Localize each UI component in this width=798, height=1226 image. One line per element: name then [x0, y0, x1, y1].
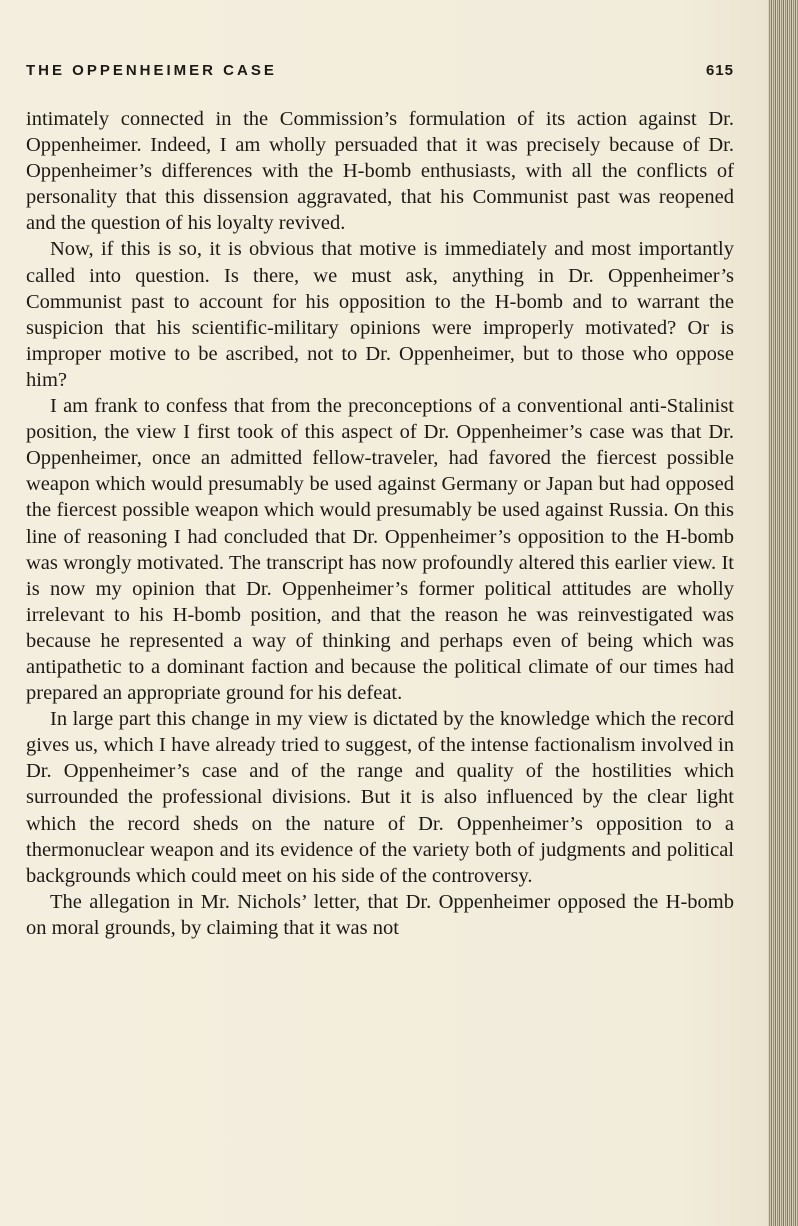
paragraph-4: In large part this change in my view is dictated by the knowledge which the record gives us, which I have already tried to suggest, of the intense factionalism involved in Dr. Oppenheimer’s case and of the range and quality of the hostilities which surrounded the professional divisions. But it is also influenced by the clear light which the record sheds on the nature of Dr. Oppenheimer’s opposition to a thermonuclear weapon and its evidence of the variety both of judgments and political backgrounds which could meet on his side of the controversy. — [26, 708, 734, 887]
page-edge-spine — [768, 0, 798, 1226]
paragraph-2: Now, if this is so, it is obvious that motive is immediately and most importantly called into question. Is there, we must ask, anything in Dr. Oppenheimer’s Communist past to account for his opposition to the H-bomb and to warrant the suspicion that his scientific-military opinions were improperly motivated? Or is improper motive to be ascribed, not to Dr. Oppenheimer, but to those who oppose him? — [26, 238, 734, 391]
paragraph-3: I am frank to confess that from the preconceptions of a conventional anti-Stalinist position, the view I first took of this aspect of Dr. Oppenheimer’s case was that Dr. Oppenheimer, once an admitted fellow-traveler, had favored the fiercest possible weapon which would presumably be used against Germany or Japan but had opposed the fiercest possible weapon which would presumably be used against Russia. On this line of reasoning I had concluded that Dr. Oppenheimer’s opposition to the H-bomb was wrongly motivated. The transcript has now profoundly altered this earlier view. It is now my opinion that Dr. Oppenheimer’s former political attitudes are wholly irrelevant to his H-bomb position, and that the reason he was reinvestigated was because he represented a way of thinking and perhaps even of being which was antipathetic to a dominant faction and because the political climate of our times had prepared an appropriate ground for his defeat. — [26, 395, 734, 705]
running-head — [26, 62, 734, 84]
paragraph-5: The allegation in Mr. Nichols’ letter, that Dr. Oppenheimer opposed the H-bomb on moral grounds, by claiming that it was not — [26, 890, 734, 939]
body-text — [26, 106, 734, 941]
page-number: 615 — [705, 62, 734, 79]
running-title: THE OPPENHEIMER CASE — [26, 62, 277, 79]
paragraph-1: intimately connected in the Commission’s formulation of its action against Dr. Oppenheimer. Indeed, I am wholly persuaded that it was precisely because of Dr. Oppenheimer’s differences with the H-bomb enthusiasts, with all the conflicts of personality that this dissension aggravated, that his Communist past was reopened and the question of his loyalty revived. — [26, 108, 734, 235]
